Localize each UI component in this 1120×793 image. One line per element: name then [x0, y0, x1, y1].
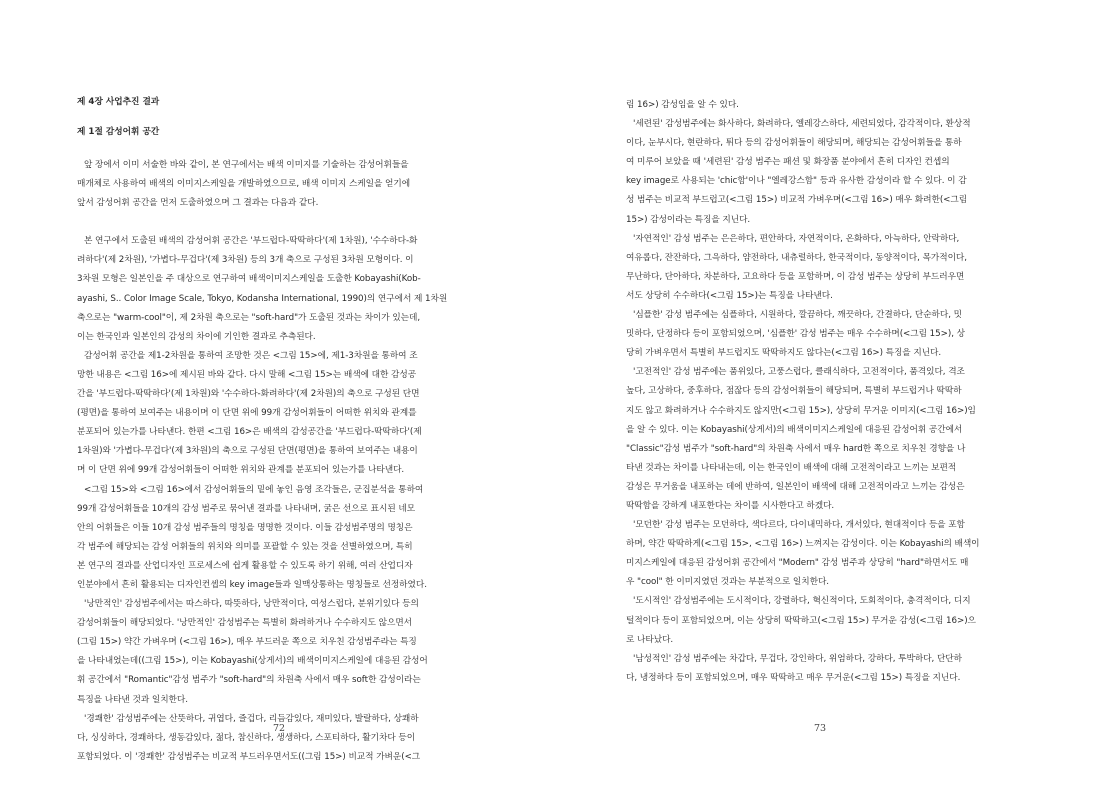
text-line: 하며, 약간 딱딱하게(<그림 15>, <그림 16>) 느껴지는 감성이다. 이는 Kobayashi의 배색이: [626, 539, 980, 550]
text-line: 다, 싱싱하다, 경쾌하다, 생동감있다, 젊다, 참신하다, 생생하다, 스포티하다, 활기차다 등이: [77, 732, 416, 743]
text-line: '경쾌한' 감성범주에는 산뜻하다, 귀엽다, 즐겁다, 리듬감있다, 재미있다, 발랄하다, 상쾌하: [84, 713, 419, 724]
text-line: 높다, 고상하다, 중후하다, 점잖다 등의 감성어휘들이 해당되며, 특별히 부드럽거나 딱딱하: [626, 386, 962, 397]
text-line: 본 연구에서 도출된 배색의 감성어휘 공간은 '부드럽다-딱딱하다'(제 1차원), '수수하다-화: [84, 236, 418, 247]
text-line: 성 범주는 비교적 부드럽고(<그림 15>) 비교적 가벼우며(<그림 16>) 매우 화려한(<그림: [626, 195, 968, 206]
text-line: 당히 가벼우면서 특별히 부드럽지도 딱딱하지도 않다는(<그림 16>) 특징을 지닌다.: [626, 348, 942, 359]
text-line: 안의 어휘들은 이들 10개 감성 범주들의 명칭을 명명한 것이다. 이들 감성범주명의 명칭은: [77, 522, 413, 533]
text-line: 감성은 무거움을 내포하는 데에 반하여, 일본인이 배색에 대해 고전적이라고 느끼는 감성은: [626, 481, 965, 492]
text-line: key image로 사용되는 'chic함'이나 "엘레강스함" 등과 유사한 감성이라 할 수 있다. 이 감: [626, 176, 967, 187]
paragraph-intro: [77, 156, 489, 213]
text-line: 다, 냉정하다 등이 포함되었으며, 매우 딱딱하고 매우 무거운(<그림 15>) 특징을 지닌다.: [626, 672, 961, 683]
text-line: 인분야에서 흔히 활용되는 디자인컨셉의 key image들과 일맥상통하는 명칭들로 선정하였다.: [77, 579, 427, 590]
text-line: <그림 15>와 <그림 16>에서 감성어휘들의 밑에 놓인 음영 조각들은, 군집분석을 통하여: [84, 484, 424, 495]
text-line: '낭만적인' 감성범주에서는 따스하다, 따뜻하다, 낭만적이다, 여성스럽다, 분위기있다 등의: [84, 599, 419, 610]
text-line: 15>) 감성이라는 특징을 지닌다.: [626, 214, 751, 225]
paragraph-body: [77, 232, 489, 767]
text-line: 려하다'(제 2차원), '가볍다-무겁다'(제 3차원) 등의 3개 축으로 구성된 3차원 모형이다. 이: [77, 255, 414, 266]
text-line: 무난하다, 단아하다, 차분하다, 고요하다 등을 포함하며, 이 감성 범주는 상당히 부드러우면: [626, 271, 965, 282]
text-line: 간을 '부드럽다-딱딱하다'(제 1차원)와 '수수하다-화려하다'(제 2차원)의 축으로 구성된 단면: [77, 389, 420, 400]
text-line: '남성적인' 감성 범주에는 차갑다, 무겁다, 강인하다, 위엄하다, 강하다, 투박하다, 단단하: [633, 653, 962, 664]
text-line: (그림 15>) 약간 가벼우며 (<그림 16>), 매우 부드러운 쪽으로 치우친 감성범주라는 특징: [77, 637, 417, 648]
text-line: 을 나타내었는데((그림 15>), 이는 Kobayashi(상게서)의 배색이미지스케일에 대응된 감성어: [77, 656, 428, 667]
text-line: 99개 감성어휘들을 10개의 감성 범주로 묶어낸 결과를 나타내며, 굵은 선으로 표시된 네모: [77, 503, 416, 514]
text-line: '모던한' 감성 범주는 모던하다, 색다르다, 다이내믹하다, 개서있다, 현대적이다 등을 포함: [633, 520, 965, 531]
text-line: 여 미루어 보았을 때 '세련된' 감성 범주는 패션 및 화장품 분야에서 흔히 디자인 컨셉의: [626, 157, 950, 168]
text-line: 분포되어 있는가를 나타낸다. 한편 <그림 16>은 배색의 감성공간을 '부드럽다-딱딱하다'(제: [77, 427, 422, 438]
text-line: 타낸 것과는 차이를 나타내는데, 이는 한국인이 배색에 대해 고전적이라고 느끼는 보편적: [626, 462, 957, 473]
text-line: '세련된' 감성범주에는 화사하다, 화려하다, 엘레강스하다, 세련되었다, 감각적이다, 환상적: [633, 119, 971, 130]
text-line: 본 연구의 결과를 산업디자인 프로세스에 쉽게 활용할 수 있도록 하기 위해, 여러 산업디자: [77, 560, 413, 571]
text-line: 로 나타났다.: [626, 634, 674, 645]
text-line: 감성어휘들이 해당되었다. '낭만적인' 감성범주는 특별히 화려하거나 수수하지도 않으면서: [77, 618, 413, 629]
text-line: (평면)을 통하여 보여주는 내용이며 이 단면 위에 99개 감성어휘들이 어떠한 위치와 관계를: [77, 408, 417, 419]
text-line: 딱딱함을 강하게 내포한다는 차이를 시사한다고 하겠다.: [626, 500, 835, 511]
text-line: 1차원)와 '가볍다-무겁다'(제 3차원)의 축으로 구성된 단면(평면)을 통하여 보여주는 내용이: [77, 446, 418, 457]
text-line: 우 "cool" 한 이미지였던 것과는 부분적으로 일치한다.: [626, 577, 829, 588]
text-line: '심플한' 감성 범주에는 심플하다, 시원하다, 깔끔하다, 깨끗하다, 간결하다, 단순하다, 밋: [633, 310, 962, 321]
text-line: '도시적인' 감성범주에는 도시적이다, 강렬하다, 혁신적이다, 도회적이다, 충격적이다, 디지: [633, 596, 971, 607]
text-line: 앞서 감성어휘 공간을 먼저 도출하였으며 그 결과는 다음과 같다.: [77, 198, 319, 209]
text-line: 을 알 수 있다. 이는 Kobayashi(상게서)의 배색이미지스케일에 대응된 감성어휘 공간에서: [626, 424, 963, 435]
text-line: 지도 않고 화려하거나 수수하지도 않지만(<그림 15>), 상당히 무거운 이미지(<그림 16>)임: [626, 405, 976, 416]
text-line: "Classic"감성 범주가 "soft-hard"의 차원축 사에서 매우 hard한 쪽으로 치우친 경향을 나: [626, 443, 966, 454]
text-line: 감성어휘 공간을 제1-2차원을 통하여 조망한 것은 <그림 15>에, 제1-3차원을 통하여 조: [84, 350, 418, 361]
page-number-left: 72: [273, 723, 286, 734]
page-number-right: 73: [814, 723, 827, 734]
right-text-column: [626, 96, 1036, 688]
text-line: '자연적인' 감성 범주는 은은하다, 편안하다, 자연적이다, 온화하다, 아늑하다, 안락하다,: [633, 233, 960, 244]
text-line: 밋하다, 단정하다 등이 포함되었으며, '심플한' 감성 범주는 매우 수수하며(<그림 15>), 상: [626, 329, 965, 340]
text-line: 축으로는 "warm-cool"이, 제 2차원 축으로는 "soft-hard"가 도출된 것과는 차이가 있는데,: [77, 312, 421, 323]
text-line: 림 16>) 감성임을 알 수 있다.: [626, 100, 739, 110]
text-line: 3차원 모형은 일본인을 주 대상으로 연구하여 배색이미지스케일을 도출한 Kobayashi(Kob-: [77, 274, 421, 285]
text-line: 미지스케일에 대응된 감성어휘 공간에서 "Modern" 감성 범주과 상당히 "hard"하면서도 매: [626, 558, 969, 569]
text-line: ayashi, S.. Color Image Scale, Tokyo, Kodansha International, 1990)의 연구에서 제 1차원: [77, 293, 448, 304]
text-line: '고전적인' 감성 범주에는 품위있다, 고풍스럽다, 클래식하다, 고전적이다, 품격있다, 격조: [633, 367, 965, 378]
left-text-column: [77, 96, 489, 767]
text-line: 망한 내용은 <그림 16>에 제시된 바와 같다. 다시 말해 <그림 15>는 배색에 대한 감성공: [77, 369, 417, 380]
text-line: 휘 공간에서 "Romantic"감성 범주가 "soft-hard"의 차원축 사에서 매우 soft한 감성이라는: [77, 675, 421, 686]
right-page: [560, 0, 1120, 793]
text-line: 여유롭다, 잔잔하다, 그윽하다, 얌전하다, 내츄럴하다, 한국적이다, 동양적이다, 목가적이다,: [626, 252, 967, 263]
chapter-heading: 제 4장 사업추진 결과: [77, 97, 160, 107]
text-line: 서도 상당히 수수하다(<그림 15>)는 특징을 나타낸다.: [626, 290, 833, 301]
text-line: 털적이다 등이 포함되었으며, 이는 상당히 딱딱하고(<그림 15>) 무거운 감성(<그림 16>)으: [626, 615, 976, 626]
text-line: 특징을 나타낸 것과 일치한다.: [77, 694, 188, 705]
text-line: 매개체로 사용하여 배색의 이미지스케일을 개발하였으므로, 배색 이미지 스케일을 얻기에: [77, 179, 411, 190]
section-heading: 제 1절 감성어휘 공간: [77, 127, 160, 137]
text-line: 포함되었다. 이 '경쾌한' 감성범주는 비교적 부드러우면서도((그림 15>) 비교적 가벼운(<그: [77, 751, 421, 762]
text-line: 이다, 눈부시다, 현란하다, 튀다 등의 감성어휘들이 해당되며, 해당되는 감성어휘들을 통하: [626, 138, 962, 149]
text-line: 며 이 단면 위에 99개 감성어휘들이 어떠한 위치와 관계를 분포되어 있는가를 나타낸다.: [77, 465, 405, 476]
text-line: 각 범주에 해당되는 감성 어휘들의 위치와 의미를 포괄할 수 있는 것을 선별하였으며, 특히: [77, 541, 413, 552]
text-line: 이는 한국인과 일본인의 감성의 차이에 기인한 결과로 추측된다.: [77, 331, 316, 342]
text-line: 앞 장에서 이미 서술한 바와 같이, 본 연구에서는 배색 이미지를 기술하는 감성어휘들을: [84, 160, 409, 170]
